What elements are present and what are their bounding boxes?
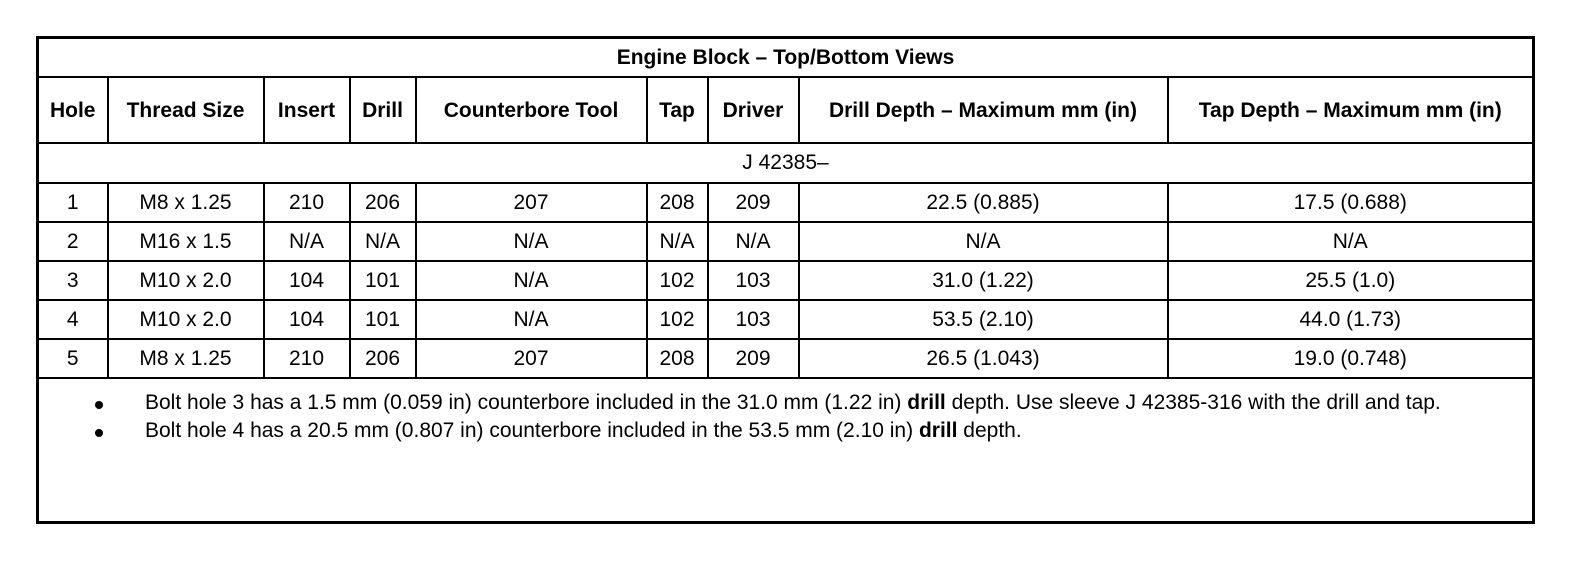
note-emphasis: drill: [907, 391, 946, 414]
note-emphasis: drill: [918, 419, 958, 442]
cell-driver: 209: [708, 183, 799, 222]
cell-tap-depth: 25.5 (1.0): [1168, 261, 1534, 300]
cell-hole: 2: [38, 222, 108, 261]
bullet-icon: [95, 401, 103, 409]
table-title: Engine Block – Top/Bottom Views: [38, 38, 1534, 78]
cell-insert: 210: [264, 183, 350, 222]
cell-tap-depth: 19.0 (0.748): [1168, 339, 1534, 378]
cell-tap-depth: 44.0 (1.73): [1168, 300, 1534, 339]
list-item: [95, 391, 1512, 415]
cell-counterbore-tool: 207: [416, 183, 647, 222]
cell-thread-size: M10 x 2.0: [108, 261, 264, 300]
notes-section: [38, 378, 1534, 523]
column-header-drill-depth: Drill Depth – Maximum mm (in): [799, 77, 1168, 143]
cell-drill-depth: 26.5 (1.043): [799, 339, 1168, 378]
cell-drill: 206: [350, 339, 416, 378]
cell-tap: 208: [647, 183, 708, 222]
column-header-hole: Hole: [38, 77, 108, 143]
cell-tap-depth: 17.5 (0.688): [1168, 183, 1534, 222]
list-item: [95, 419, 1512, 443]
cell-tap-depth: N/A: [1168, 222, 1534, 261]
table-row: [38, 222, 1534, 261]
cell-drill-depth: 53.5 (2.10): [799, 300, 1168, 339]
column-header-thread-size: Thread Size: [108, 77, 264, 143]
note-text: depth. Use sleeve J 42385-316 with the drill and tap.: [945, 391, 1441, 414]
column-header-tap-depth: Tap Depth – Maximum mm (in): [1168, 77, 1534, 143]
cell-tap: 102: [647, 300, 708, 339]
cell-hole: 4: [38, 300, 108, 339]
cell-driver: 103: [708, 300, 799, 339]
cell-driver: 209: [708, 339, 799, 378]
cell-thread-size: M16 x 1.5: [108, 222, 264, 261]
note-text: Bolt hole 3 has a 1.5 mm (0.059 in) counterbore included in the 31.0 mm (1.22 in): [145, 391, 908, 414]
column-header-drill: Drill: [350, 77, 416, 143]
cell-driver: 103: [708, 261, 799, 300]
cell-insert: 104: [264, 261, 350, 300]
cell-drill-depth: N/A: [799, 222, 1168, 261]
column-header-insert: Insert: [264, 77, 350, 143]
cell-thread-size: M10 x 2.0: [108, 300, 264, 339]
cell-thread-size: M8 x 1.25: [108, 339, 264, 378]
cell-tap: 208: [647, 339, 708, 378]
cell-drill: N/A: [350, 222, 416, 261]
cell-drill: 101: [350, 261, 416, 300]
cell-hole: 3: [38, 261, 108, 300]
tool-prefix-row: J 42385–: [38, 143, 1534, 183]
cell-counterbore-tool: N/A: [416, 300, 647, 339]
cell-hole: 1: [38, 183, 108, 222]
cell-drill-depth: 31.0 (1.22): [799, 261, 1168, 300]
cell-insert: N/A: [264, 222, 350, 261]
note-text: Bolt hole 4 has a 20.5 mm (0.807 in) counterbore included in the 53.5 mm (2.10 in): [145, 419, 919, 442]
cell-drill-depth: 22.5 (0.885): [799, 183, 1168, 222]
cell-insert: 210: [264, 339, 350, 378]
bullet-icon: [95, 429, 103, 437]
cell-counterbore-tool: N/A: [416, 261, 647, 300]
cell-driver: N/A: [708, 222, 799, 261]
table-row: [38, 183, 1534, 222]
cell-counterbore-tool: 207: [416, 339, 647, 378]
cell-tap: 102: [647, 261, 708, 300]
engine-block-spec-table: [36, 36, 1535, 524]
cell-counterbore-tool: N/A: [416, 222, 647, 261]
cell-drill: 206: [350, 183, 416, 222]
column-header-counterbore-tool: Counterbore Tool: [416, 77, 647, 143]
table-row: [38, 339, 1534, 378]
notes-list: [95, 391, 1512, 443]
cell-thread-size: M8 x 1.25: [108, 183, 264, 222]
column-header-row: [38, 77, 1534, 143]
cell-drill: 101: [350, 300, 416, 339]
table-row: [38, 300, 1534, 339]
note-text: depth.: [957, 419, 1022, 442]
cell-hole: 5: [38, 339, 108, 378]
cell-tap: N/A: [647, 222, 708, 261]
table-row: [38, 261, 1534, 300]
cell-insert: 104: [264, 300, 350, 339]
column-header-tap: Tap: [647, 77, 708, 143]
column-header-driver: Driver: [708, 77, 799, 143]
